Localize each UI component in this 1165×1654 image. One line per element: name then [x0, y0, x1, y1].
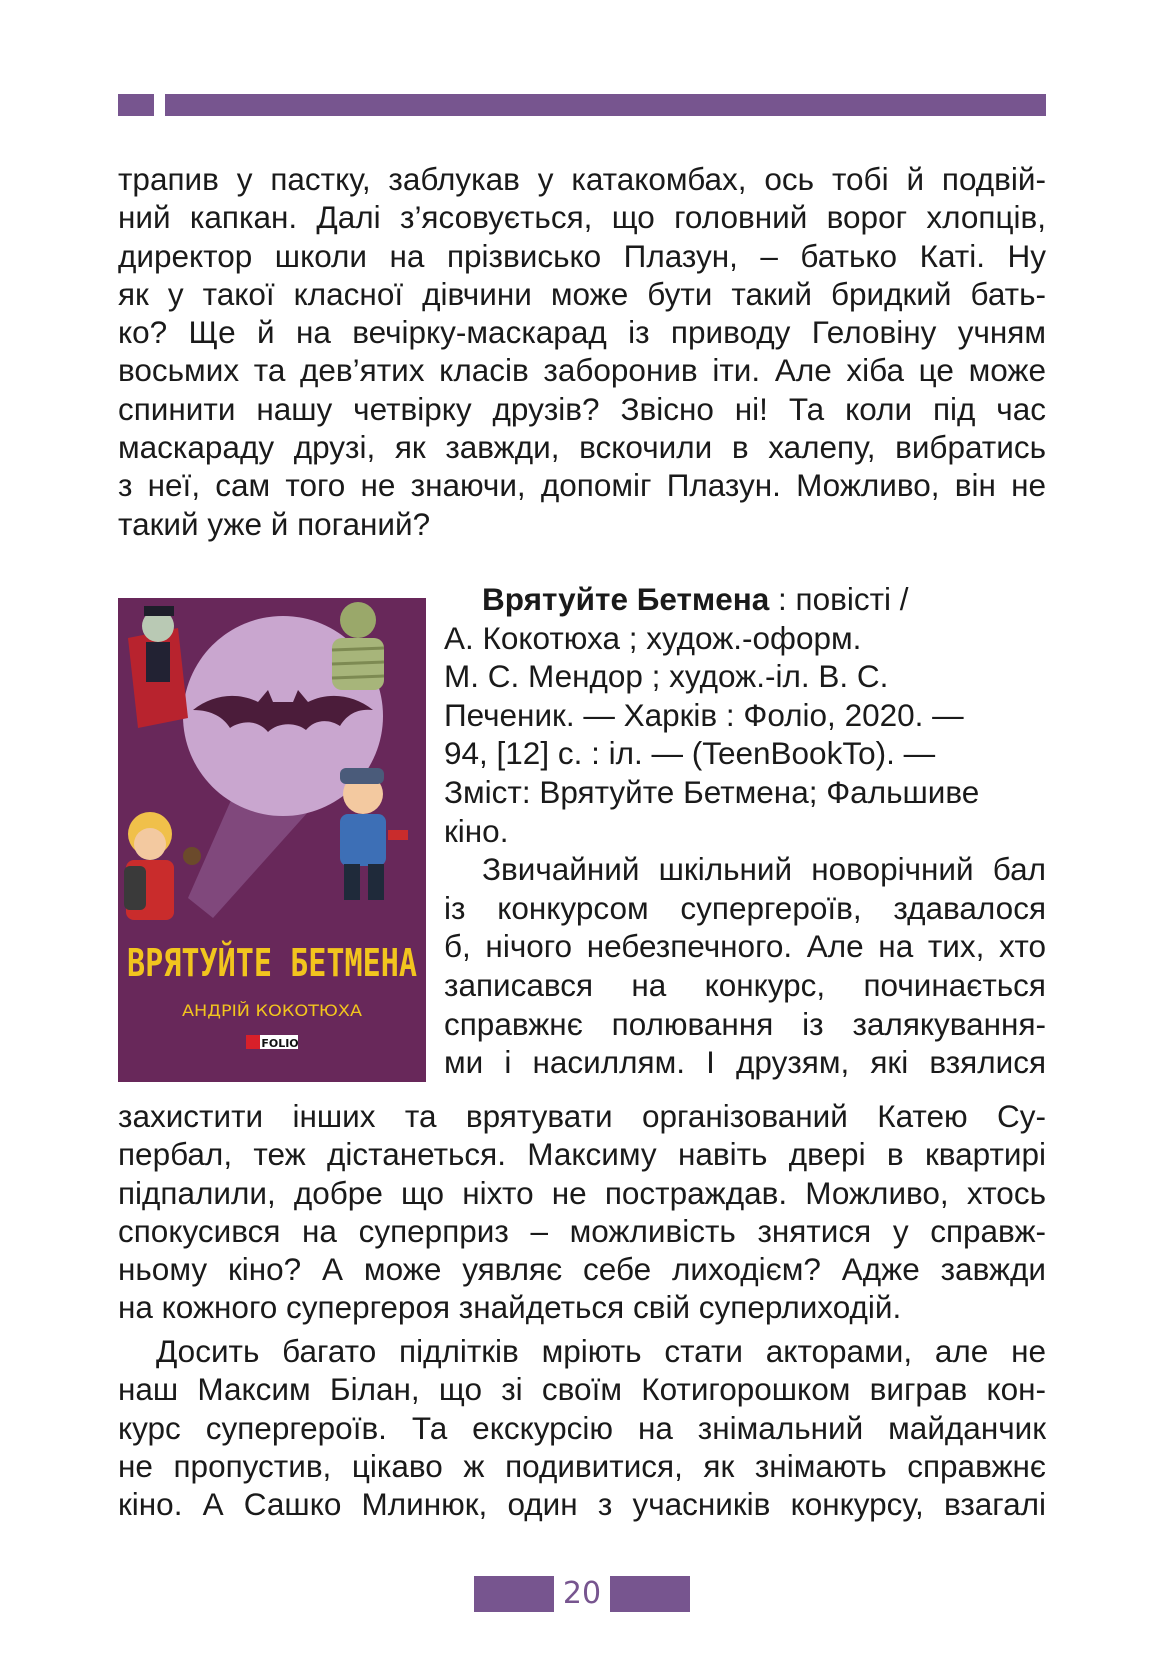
text-line: директор школи на прізвисько Плазун, – батько Каті. Ну [118, 237, 1046, 274]
text-line: з неї, сам того не знаючи, допоміг Плазун. Можливо, він не [118, 467, 1046, 504]
text-line: Досить багато підлітків мріють стати акторами, але не [156, 1333, 1046, 1369]
header-bar-long [165, 94, 1046, 116]
text-line: восьмих та дев’ятих класів заборонив іти. Але хіба це може [118, 352, 1046, 389]
text-line: спинити нашу четвірку друзів? Звісно ні! Та коли під час [118, 390, 1046, 427]
cover-author: АНДРІЙ КОКОТЮХА [182, 1001, 363, 1020]
bib-line: Печеник. — Харків : Фоліо, 2020. — [444, 696, 964, 733]
text-line: підпалили, добре що ніхто не постраждав. Можливо, хтось [118, 1174, 1046, 1211]
footer-bar-left [474, 1576, 554, 1612]
bibliographic-entry [444, 580, 1046, 1082]
text-line: пербал, теж дістанеться. Максиму навіть двері в квартирі [118, 1136, 1046, 1173]
page-number: 20 [562, 1576, 602, 1611]
text-line: ньому кіно? А може уявляє себе лиходієм? Адже завжди [118, 1251, 1046, 1288]
text-line: наш Максим Білан, що зі своїм Котигорошком виграв кон- [118, 1371, 1046, 1408]
bib-line [444, 580, 1046, 619]
desc-line: Звичайний шкільний новорічний бал [482, 851, 1046, 888]
text-line: кіно. А Сашко Млинюк, один з учасників конкурсу, взагалі [118, 1486, 1046, 1523]
desc-line: записався на конкурс, починається [444, 966, 1046, 1003]
book-description-continued [118, 1097, 1046, 1327]
text-line: курс супергероїв. Та екскурсію на знімальний майданчик [118, 1409, 1046, 1446]
last-paragraph [118, 1332, 1046, 1523]
text-line: ко? Ще й на вечірку-маскарад із приводу Геловіну учням [118, 314, 1046, 351]
desc-line: б, нічого небезпечного. Але на тих, хто [444, 928, 1046, 965]
text-line: ний капкан. Далі з’ясовується, що головний ворог хлопців, [118, 199, 1046, 236]
bib-line: А. Кокотюха ; худож.-оформ. [444, 619, 862, 656]
desc-line: із конкурсом супергероїв, здавалося [444, 889, 1046, 926]
bib-line-text: : повісті / [769, 581, 909, 617]
book-cover-illustration [118, 598, 426, 1082]
book-cover-image [118, 598, 426, 1082]
text-line: маскараду друзі, як завжди, вскочили в халепу, вибратись [118, 429, 1046, 466]
bib-line: 94, [12] с. : іл. — (TeenBookTo). — [444, 735, 936, 772]
desc-line: справжнє полювання із залякування- [444, 1005, 1046, 1042]
text-line: захистити інших та врятувати організований Катею Су- [118, 1098, 1046, 1134]
text-line: спокусився на суперприз – можливість знятися у справж- [118, 1212, 1046, 1249]
bib-line: М. С. Мендор ; худож.-іл. В. С. [444, 658, 889, 695]
text-line: не пропустив, цікаво ж подивитися, як знімають справжнє [118, 1447, 1046, 1484]
text-line: на кожного супергероя знайдеться свій суперлиходій. [118, 1289, 902, 1326]
desc-line: ми і насиллям. І друзям, які взялися [444, 1044, 1046, 1081]
text-line: як у такої класної дівчини може бути такий бридкий бать- [118, 275, 1046, 312]
text-line: трапив у пастку, заблукав у катакомбах, ось тобі й подвій- [118, 161, 1046, 197]
text-line: такий уже й поганий? [118, 505, 431, 542]
book-title: Врятуйте Бетмена [482, 581, 770, 617]
top-paragraph [118, 160, 1046, 543]
footer-bar-right [610, 1576, 690, 1612]
cover-publisher-logo: FOLIO [261, 1037, 299, 1050]
bib-line: кіно. [444, 812, 509, 849]
cover-title: ВРЯТУЙТЕ БЕТМЕНА [127, 941, 418, 985]
bib-line: Зміст: Врятуйте Бетмена; Фальшиве [444, 773, 980, 810]
header-bar-short [118, 94, 154, 116]
